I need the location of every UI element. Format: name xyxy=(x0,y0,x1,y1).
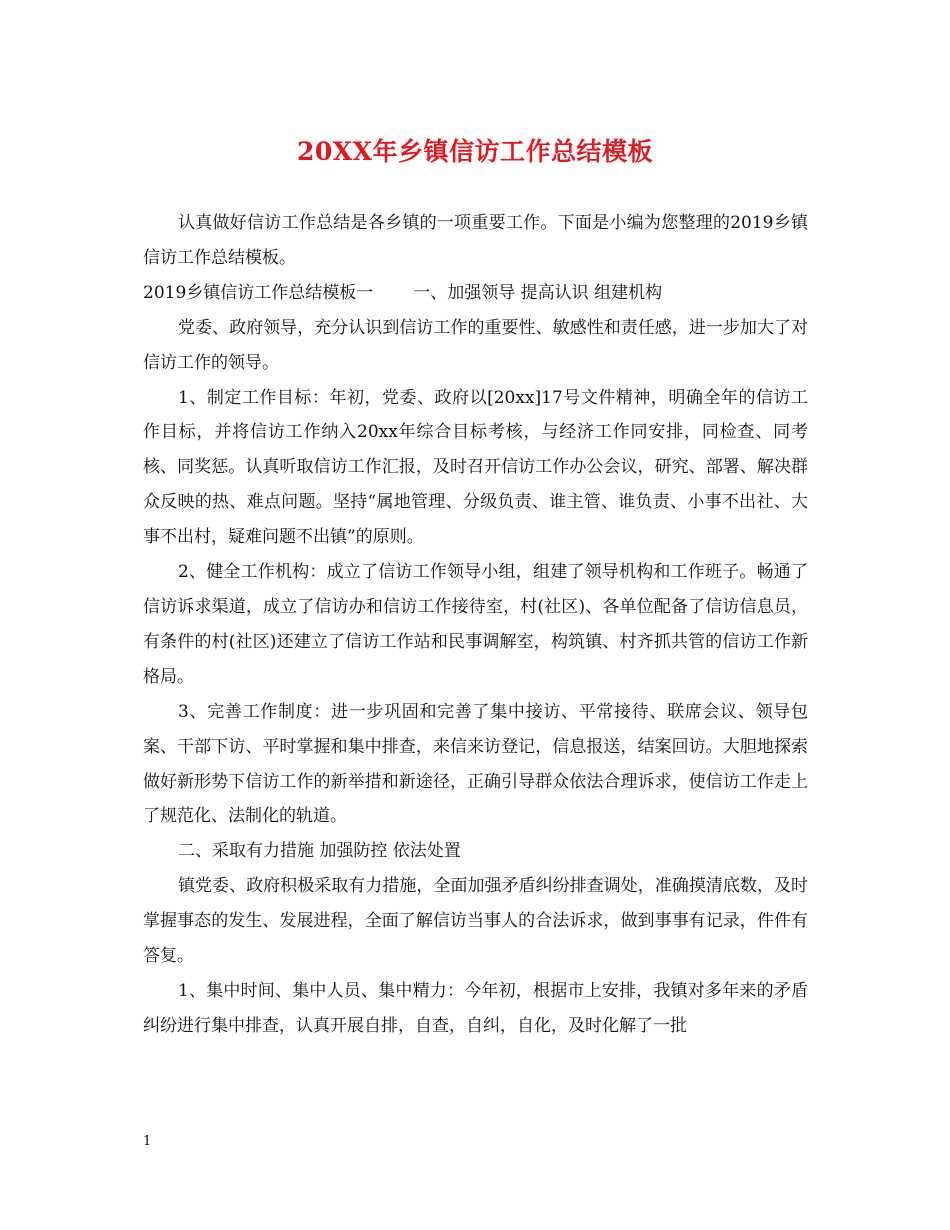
intro-paragraph: 认真做好信访工作总结是各乡镇的一项重要工作。下面是小编为您整理的2019乡镇信访工作总结模板。 xyxy=(143,213,808,268)
section-1-heading: 一、加强领导 提高认识 组建机构 xyxy=(413,282,663,303)
section-2-heading: 二、采取有力措施 加强防控 依法处置 xyxy=(178,841,461,862)
leadership-paragraph: 党委、政府领导，充分认识到信访工作的重要性、敏感性和责任感，进一步加大了对信访工作的领导。 xyxy=(143,317,808,373)
template-label: 2019乡镇信访工作总结模板一 xyxy=(143,282,374,303)
template-label-line xyxy=(143,276,808,311)
document-title: 20XX年乡镇信访工作总结模板 xyxy=(296,137,654,166)
section-2-paragraph: 镇党委、政府积极采取有力措施，全面加强矛盾纠纷排查调处，准确摸清底数，及时掌握事态的发生、发展进程，全面了解信访当事人的合法诉求，做到事事有记录，件件有答复。 xyxy=(143,876,808,967)
item-1-paragraph: 1、制定工作目标：年初，党委、政府以[20xx]17号文件精神，明确全年的信访工作目标，并将信访工作纳入20xx年综合目标考核，与经济工作同安排，同检查、同考核、同奖惩。认真听取信访工作汇报，及时召开信访工作办公会议，研究、部署、解决群众反映的热、难点问题。坚持“属地管理、分级负责、谁主管、谁负责、小事不出社、大事不出村，疑难问题不出镇”的原则。 xyxy=(143,387,808,548)
page-number: 1 xyxy=(143,1134,152,1149)
item-3-paragraph: 3、完善工作制度：进一步巩固和完善了集中接访、平常接待、联席会议、领导包案、干部下访、平时掌握和集中排查，来信来访登记，信息报送，结案回访。大胆地探索做好新形势下信访工作的新举措和新途径，正确引导群众依法合理诉求，使信访工作走上了规范化、法制化的轨道。 xyxy=(143,701,808,827)
section-2-item-1-paragraph: 1、集中时间、集中人员、集中精力：今年初，根据市上安排，我镇对多年来的矛盾纠纷进行集中排查，认真开展自排，自查，自纠，自化，及时化解了一批 xyxy=(143,980,808,1036)
item-2-paragraph: 2、健全工作机构：成立了信访工作领导小组，组建了领导机构和工作班子。畅通了信访诉求渠道，成立了信访办和信访工作接待室，村(社区)、各单位配备了信访信息员，有条件的村(社区)还建立了信访工作站和民事调解室，构筑镇、村齐抓共管的信访工作新格局。 xyxy=(143,562,808,687)
document-body xyxy=(143,206,808,1044)
